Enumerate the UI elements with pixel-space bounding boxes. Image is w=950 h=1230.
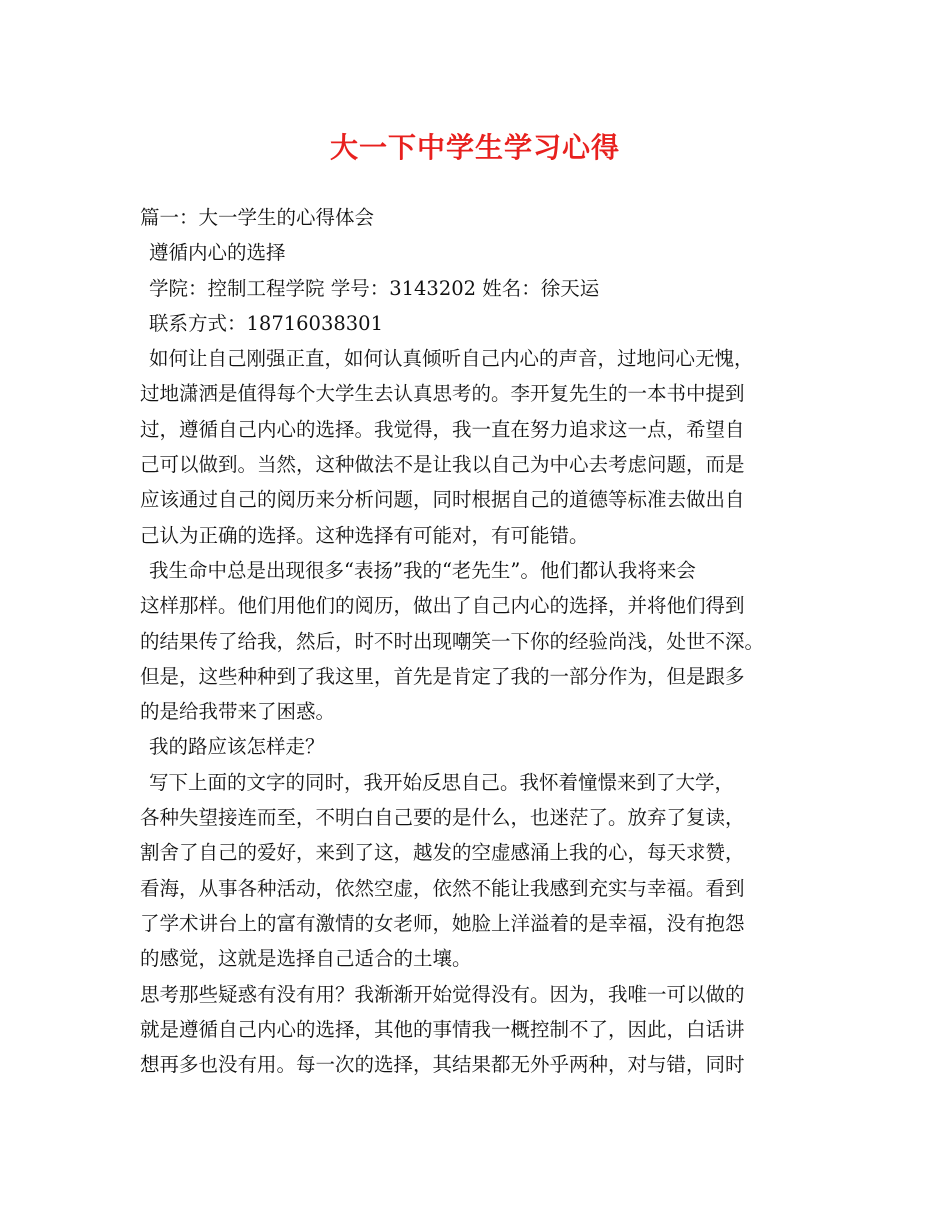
text-line: 看海，从事各种活动，依然空虚，依然不能让我感到充实与幸福。看到 bbox=[140, 876, 745, 900]
text-line: 了学术讲台上的富有激情的女老师，她脸上洋溢着的是幸福，没有抱怨 bbox=[140, 911, 745, 935]
text-line: 的是给我带来了困惑。 bbox=[140, 700, 336, 724]
document-body bbox=[140, 200, 830, 1082]
text-line: 割舍了自己的爱好，来到了这，越发的空虚感涌上我的心，每天求赞， bbox=[140, 841, 745, 865]
text-line: 我的路应该怎样走？ bbox=[149, 735, 325, 759]
text-line: 篇一：大一学生的心得体会 bbox=[140, 206, 375, 229]
text-line: 遵循内心的选择 bbox=[149, 241, 286, 265]
text-line: 写下上面的文字的同时，我开始反思自己。我怀着憧憬来到了大学， bbox=[149, 770, 735, 794]
text-line: 过地潇洒是值得每个大学生去认真思考的。李开复先生的一本书中提到 bbox=[140, 382, 745, 406]
text-line: 思考那些疑惑有没有用？我渐渐开始觉得没有。因为，我唯一可以做的 bbox=[140, 982, 745, 1006]
text-line: 联系方式：18716038301 bbox=[149, 311, 383, 335]
text-line: 学院：控制工程学院 学号：3143202 姓名：徐天运 bbox=[149, 276, 600, 300]
text-line: 这样那样。他们用他们的阅历，做出了自己内心的选择，并将他们得到 bbox=[140, 594, 745, 618]
text-line: 如何让自己刚强正直，如何认真倾听自己内心的声音，过地问心无愧， bbox=[149, 347, 754, 371]
text-line: 想再多也没有用。每一次的选择，其结果都无外乎两种，对与错，同时 bbox=[140, 1053, 745, 1077]
text-line: 应该通过自己的阅历来分析问题，同时根据自己的道德等标准去做出自 bbox=[140, 488, 745, 512]
text-line: 的感觉，这就是选择自己适合的土壤。 bbox=[140, 947, 472, 971]
text-line: 己可以做到。当然，这种做法不是让我以自己为中心去考虑问题，而是 bbox=[140, 453, 745, 477]
text-line: 我生命中总是出现很多“表扬”我的“老先生”。他们都认我将来会 bbox=[149, 558, 696, 582]
text-line: 己认为正确的选择。这种选择有可能对，有可能错。 bbox=[140, 523, 589, 547]
document-title: 大一下中学生学习心得 bbox=[329, 131, 620, 164]
text-line: 过，遵循自己内心的选择。我觉得，我一直在努力追求这一点，希望自 bbox=[140, 417, 745, 441]
text-line: 的结果传了给我，然后，时不时出现嘲笑一下你的经验尚浅，处世不深。 bbox=[140, 629, 765, 653]
text-line: 各种失望接连而至，不明白自己要的是什么，也迷茫了。放弃了复读， bbox=[140, 806, 745, 830]
text-line: 就是遵循自己内心的选择，其他的事情我一概控制不了，因此，白话讲 bbox=[140, 1017, 745, 1041]
text-line: 但是，这些种种到了我这里，首先是肯定了我的一部分作为，但是跟多 bbox=[140, 664, 745, 688]
